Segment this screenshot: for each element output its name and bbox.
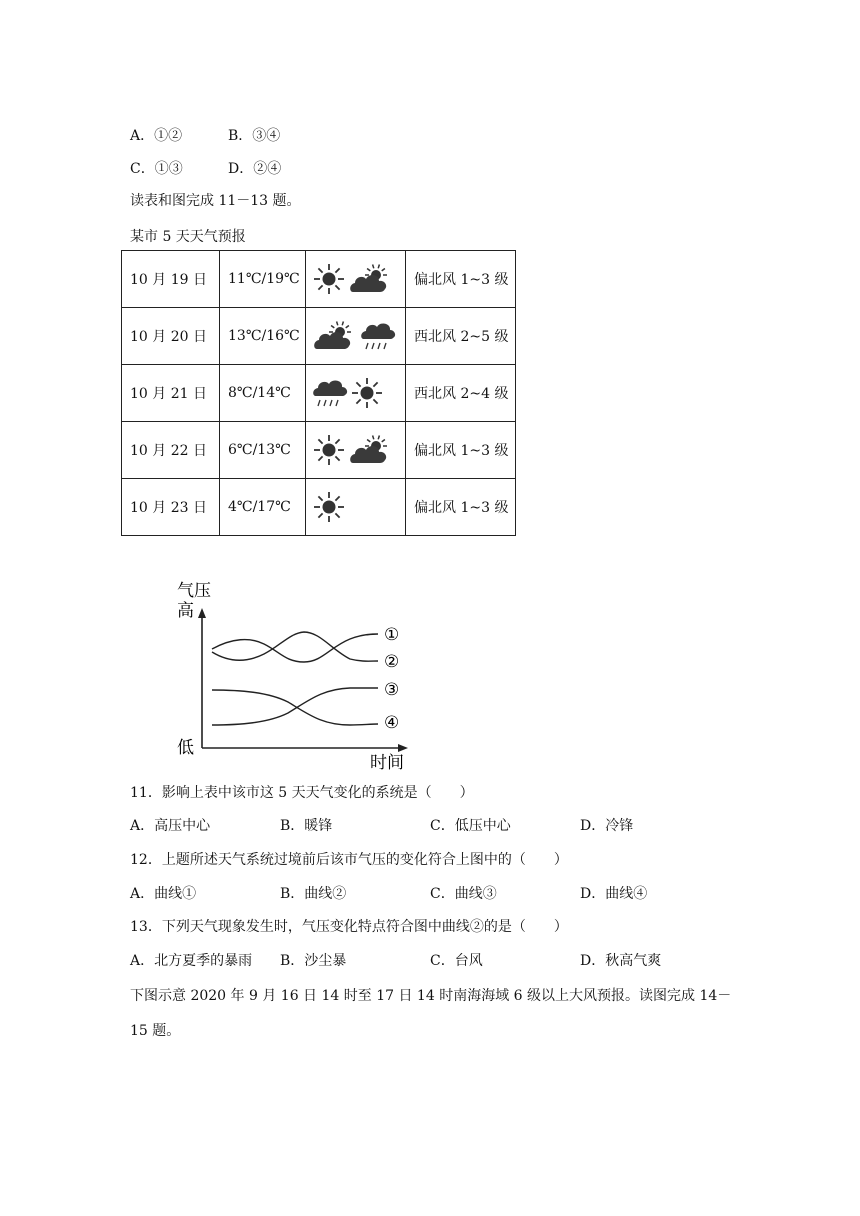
question-13-option-d: D．秋高气爽 [580, 953, 662, 969]
question-11-option-d: D．冷锋 [580, 818, 634, 834]
x-axis-arrow [398, 744, 408, 752]
sun-icon [312, 490, 346, 524]
forecast-date: 10 月 22 日 [122, 422, 220, 479]
curve-label-1: ① [384, 625, 400, 645]
option-a: A．①② [130, 128, 183, 144]
question-11-option-a: A．高压中心 [130, 818, 211, 834]
y-axis-label: 气压 [177, 581, 211, 601]
forecast-row [122, 308, 516, 365]
question-12-stem: 12．上题所述天气系统过境前后该市气压的变化符合上图中的（ ） [130, 852, 568, 868]
x-axis-label: 时间 [370, 753, 404, 772]
curve-2 [212, 632, 378, 661]
forecast-date: 10 月 20 日 [122, 308, 220, 365]
forecast-row [122, 422, 516, 479]
forecast-temperature: 13℃/16℃ [220, 308, 306, 365]
sun-icon [312, 433, 346, 467]
forecast-weather [306, 479, 406, 536]
option-b: B．③④ [228, 128, 281, 144]
y-low-label: 低 [177, 738, 194, 758]
forecast-weather [306, 365, 406, 422]
forecast-date: 10 月 23 日 [122, 479, 220, 536]
question-11-option-c: C．低压中心 [430, 818, 511, 834]
forecast-date: 10 月 19 日 [122, 251, 220, 308]
question-13-stem: 13．下列天气现象发生时，气压变化特点符合图中曲线②的是（ ） [130, 919, 568, 935]
forecast-weather [306, 308, 406, 365]
curve-label-2: ② [384, 652, 400, 672]
forecast-wind: 偏北风 1~3 级 [406, 479, 516, 536]
question-13-option-b: B．沙尘暴 [280, 953, 347, 969]
sun-icon [350, 376, 384, 410]
rain-icon [312, 376, 348, 410]
sun-icon [312, 262, 346, 296]
curve-1 [212, 634, 378, 662]
forecast-wind: 西北风 2~5 级 [406, 308, 516, 365]
question-11-option-b: B．暖锋 [280, 818, 333, 834]
pressure-diagram [170, 572, 420, 772]
option-d: D．②④ [228, 161, 282, 177]
question-11-stem: 11．影响上表中该市这 5 天天气变化的系统是（ ） [130, 785, 474, 801]
y-axis-arrow [198, 608, 206, 618]
y-high-label: 高 [177, 601, 194, 621]
forecast-table [121, 250, 516, 536]
curve-label-3: ③ [384, 680, 400, 700]
curve-4 [212, 690, 378, 725]
curve-label-4: ④ [384, 713, 400, 733]
instruction-14-15-line2: 15 题。 [130, 1023, 181, 1039]
forecast-wind: 偏北风 1~3 级 [406, 422, 516, 479]
forecast-wind: 偏北风 1~3 级 [406, 251, 516, 308]
forecast-date: 10 月 21 日 [122, 365, 220, 422]
instruction-14-15-line1: 下图示意 2020 年 9 月 16 日 14 时至 17 日 14 时南海海域 6 级以上大风预报。读图完成 14－ [130, 988, 732, 1004]
forecast-temperature: 8℃/14℃ [220, 365, 306, 422]
question-12-option-b: B．曲线② [280, 886, 347, 902]
forecast-row [122, 365, 516, 422]
question-12-option-c: C．曲线③ [430, 886, 497, 902]
rain-icon [360, 319, 396, 353]
forecast-wind: 西北风 2~4 级 [406, 365, 516, 422]
instruction-11-13: 读表和图完成 11－13 题。 [130, 193, 301, 209]
question-13-option-c: C．台风 [430, 953, 483, 969]
table-title: 某市 5 天天气预报 [130, 229, 246, 245]
question-12-option-d: D．曲线④ [580, 886, 648, 902]
forecast-weather [306, 251, 406, 308]
cloudy-icon [348, 433, 394, 467]
forecast-weather [306, 422, 406, 479]
forecast-row [122, 479, 516, 536]
question-12-option-a: A．曲线① [130, 886, 197, 902]
forecast-row [122, 251, 516, 308]
cloudy-icon [348, 262, 394, 296]
forecast-temperature: 6℃/13℃ [220, 422, 306, 479]
question-13-option-a: A．北方夏季的暴雨 [130, 953, 253, 969]
forecast-temperature: 4℃/17℃ [220, 479, 306, 536]
option-c: C．①③ [130, 161, 183, 177]
forecast-temperature: 11℃/19℃ [220, 251, 306, 308]
cloudy-icon [312, 319, 358, 353]
